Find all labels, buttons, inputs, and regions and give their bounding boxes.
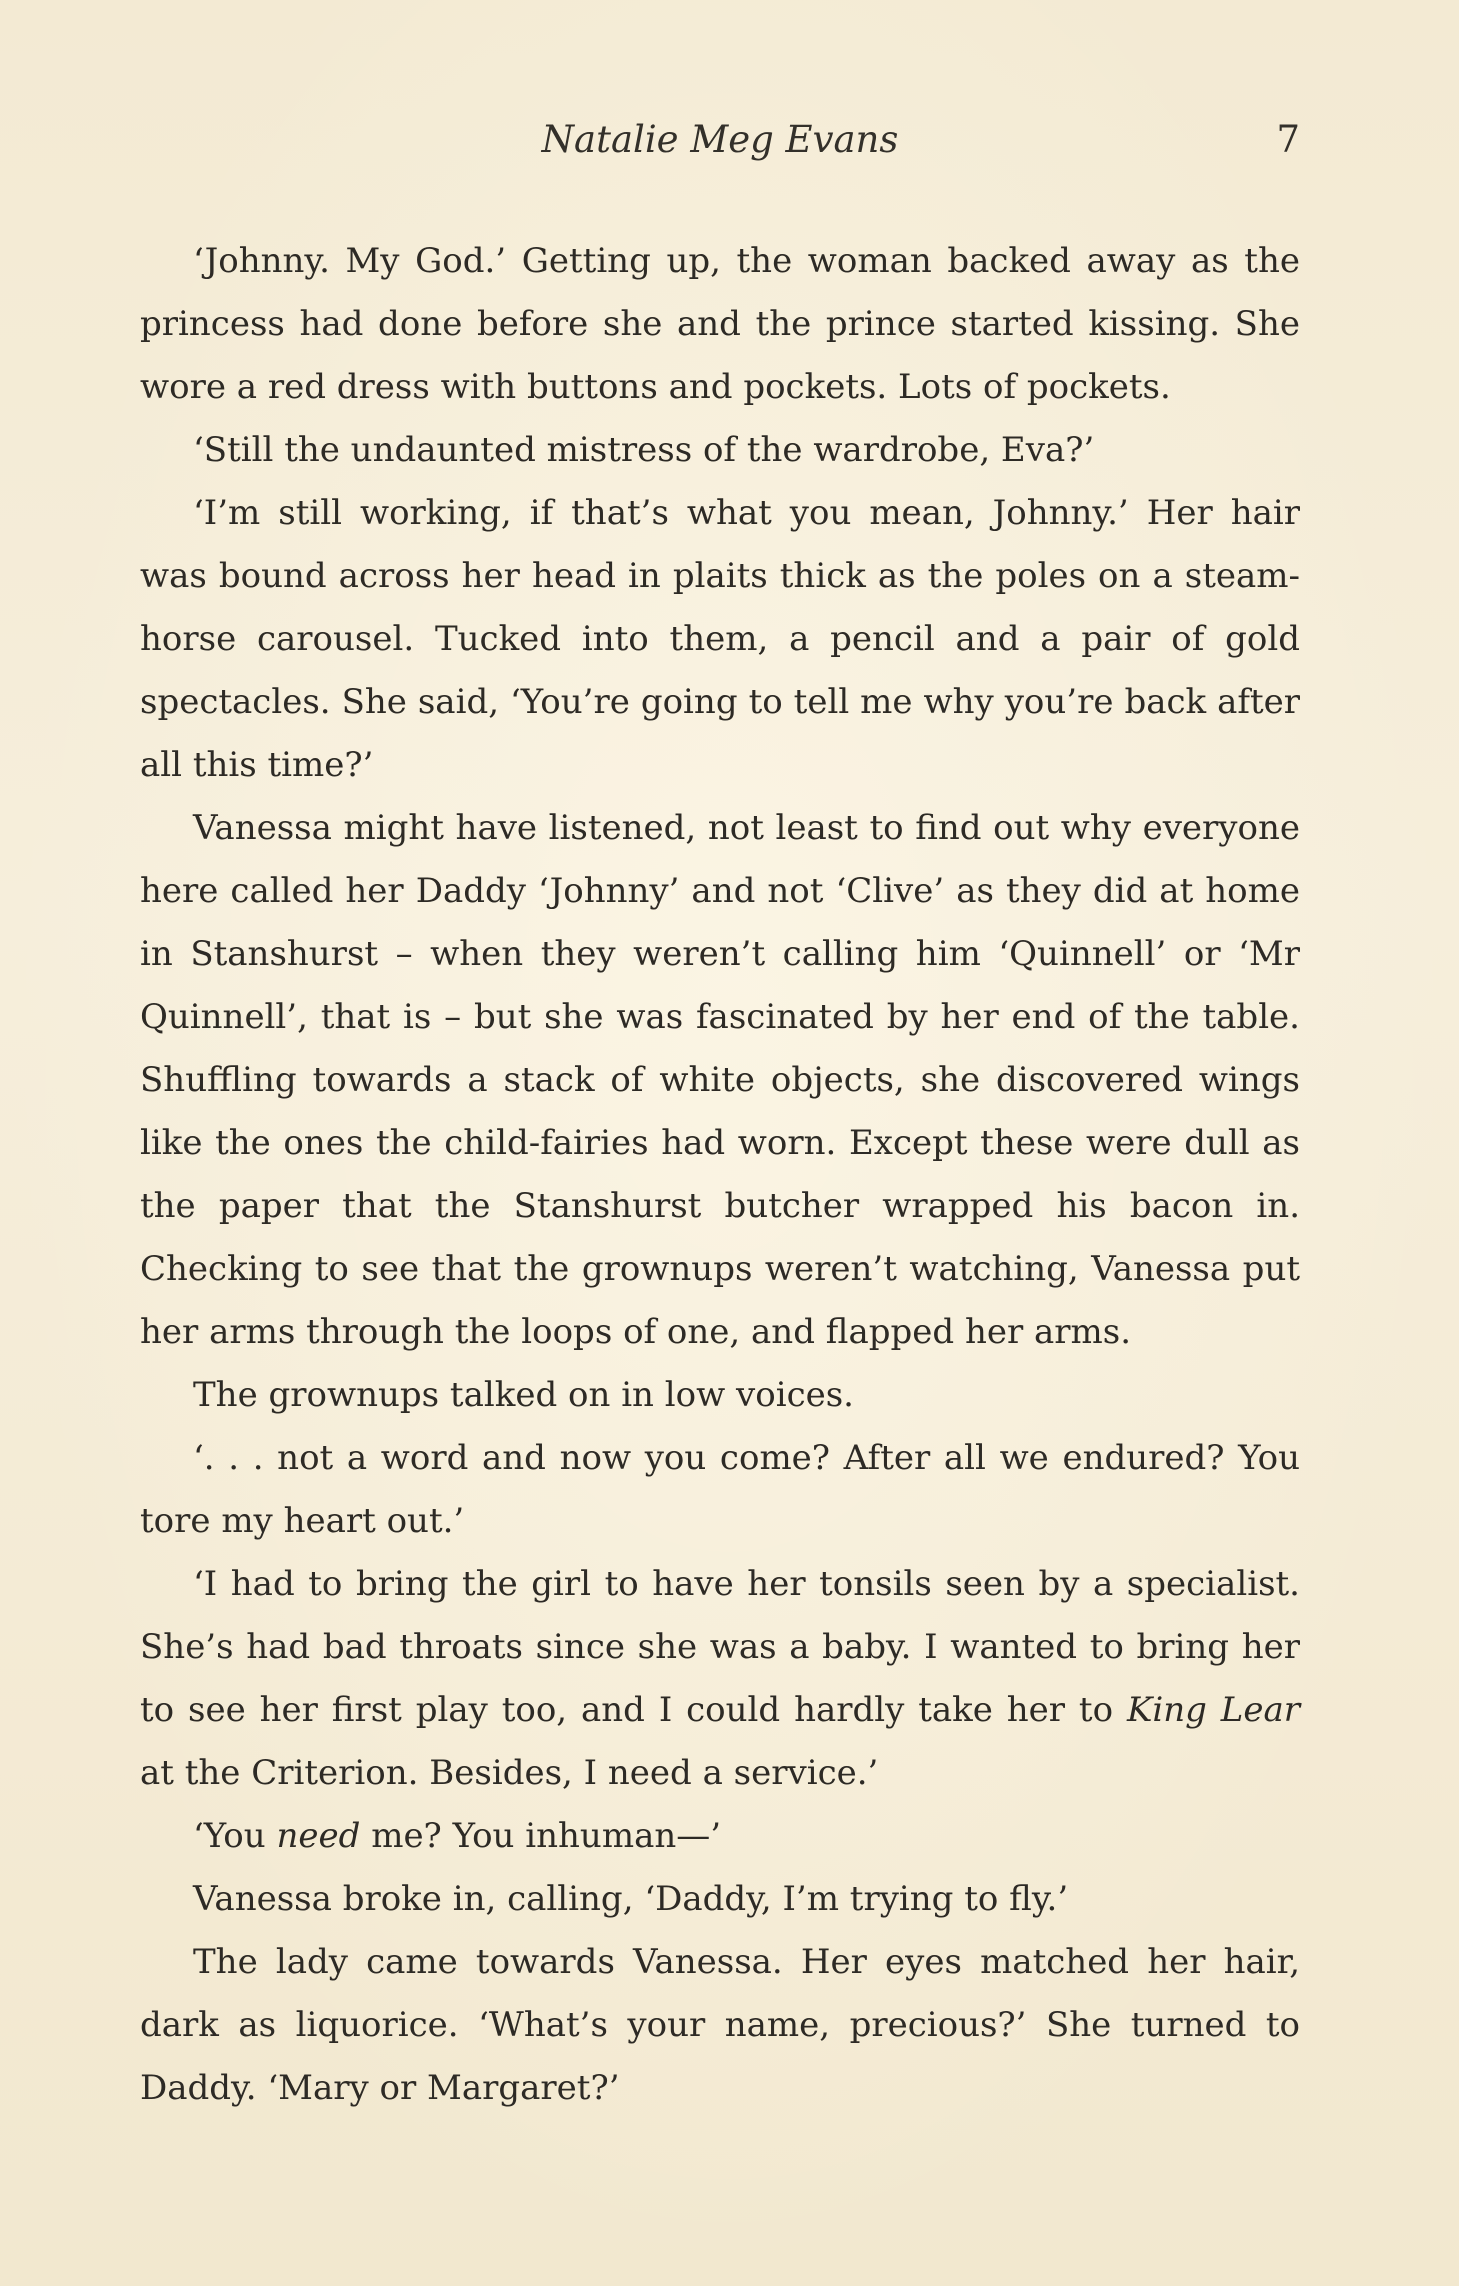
paragraph bbox=[140, 1364, 1300, 1427]
text-run: ‘Still the undaunted mistress of the wardrobe, Eva?’ bbox=[193, 430, 1095, 470]
running-title: Natalie Meg Evans bbox=[541, 118, 899, 161]
paragraph bbox=[140, 419, 1300, 482]
paragraph bbox=[140, 1931, 1300, 2120]
text-run: Vanessa broke in, calling, ‘Daddy, I’m trying to fly.’ bbox=[193, 1879, 1069, 1919]
body-text bbox=[140, 230, 1300, 2120]
italic-emphasis: need bbox=[276, 1816, 361, 1856]
text-run: me? You inhuman—’ bbox=[360, 1816, 722, 1856]
text-run: The lady came towards Vanessa. Her eyes matched her hair, dark as liquorice. ‘What’s your name, precious?’ She turned to Daddy. ‘Mary or Margaret?’ bbox=[140, 1942, 1300, 2108]
text-run: at the Criterion. Besides, I need a service.’ bbox=[140, 1753, 879, 1793]
paragraph bbox=[140, 230, 1300, 419]
text-run: Vanessa might have listened, not least to find out why everyone here called her Daddy ‘Johnny’ and not ‘Clive’ as they did at home in Stanshurst – when they weren’t calling him ‘Quinnell’ or ‘Mr Quinnell’, that is – but she was fascinated by her end of the table. Shuffling towards a stack of white objects, she discovered wings like the ones the child-fairies had worn. Except these were dull as the paper that the Stanshurst butcher wrapped his bacon in. Checking to see that the grownups weren’t watching, Vanessa put her arms through the loops of one, and flapped her arms. bbox=[140, 808, 1300, 1352]
paragraph bbox=[140, 797, 1300, 1364]
page-number: 7 bbox=[1276, 118, 1300, 161]
text-run: ‘Johnny. My God.’ Getting up, the woman backed away as the princess had done before she and the prince started kissing. She wore a red dress with buttons and pockets. Lots of pockets. bbox=[140, 241, 1300, 407]
text-run: ‘You bbox=[193, 1816, 277, 1856]
text-run: ‘I had to bring the girl to have her tonsils seen by a specialist. She’s had bad throats since she was a baby. I wanted to bring her to see her first play too, and I could hardly take her to bbox=[140, 1564, 1300, 1730]
paragraph bbox=[140, 1427, 1300, 1553]
italic-title: King Lear bbox=[1126, 1690, 1301, 1730]
text-run: ‘. . . not a word and now you come? After all we endured? You tore my heart out.’ bbox=[140, 1438, 1300, 1541]
text-run: The grownups talked on in low voices. bbox=[193, 1375, 854, 1415]
page-header bbox=[140, 118, 1300, 178]
paragraph bbox=[140, 1805, 1300, 1868]
paragraph bbox=[140, 1868, 1300, 1931]
paragraph bbox=[140, 482, 1300, 797]
paragraph bbox=[140, 1553, 1300, 1805]
text-run: ‘I’m still working, if that’s what you mean, Johnny.’ Her hair was bound across her head in plaits thick as the poles on a steam-horse carousel. Tucked into them, a pencil and a pair of gold spectacles. She said, ‘You’re going to tell me why you’re back after all this time?’ bbox=[140, 493, 1300, 785]
